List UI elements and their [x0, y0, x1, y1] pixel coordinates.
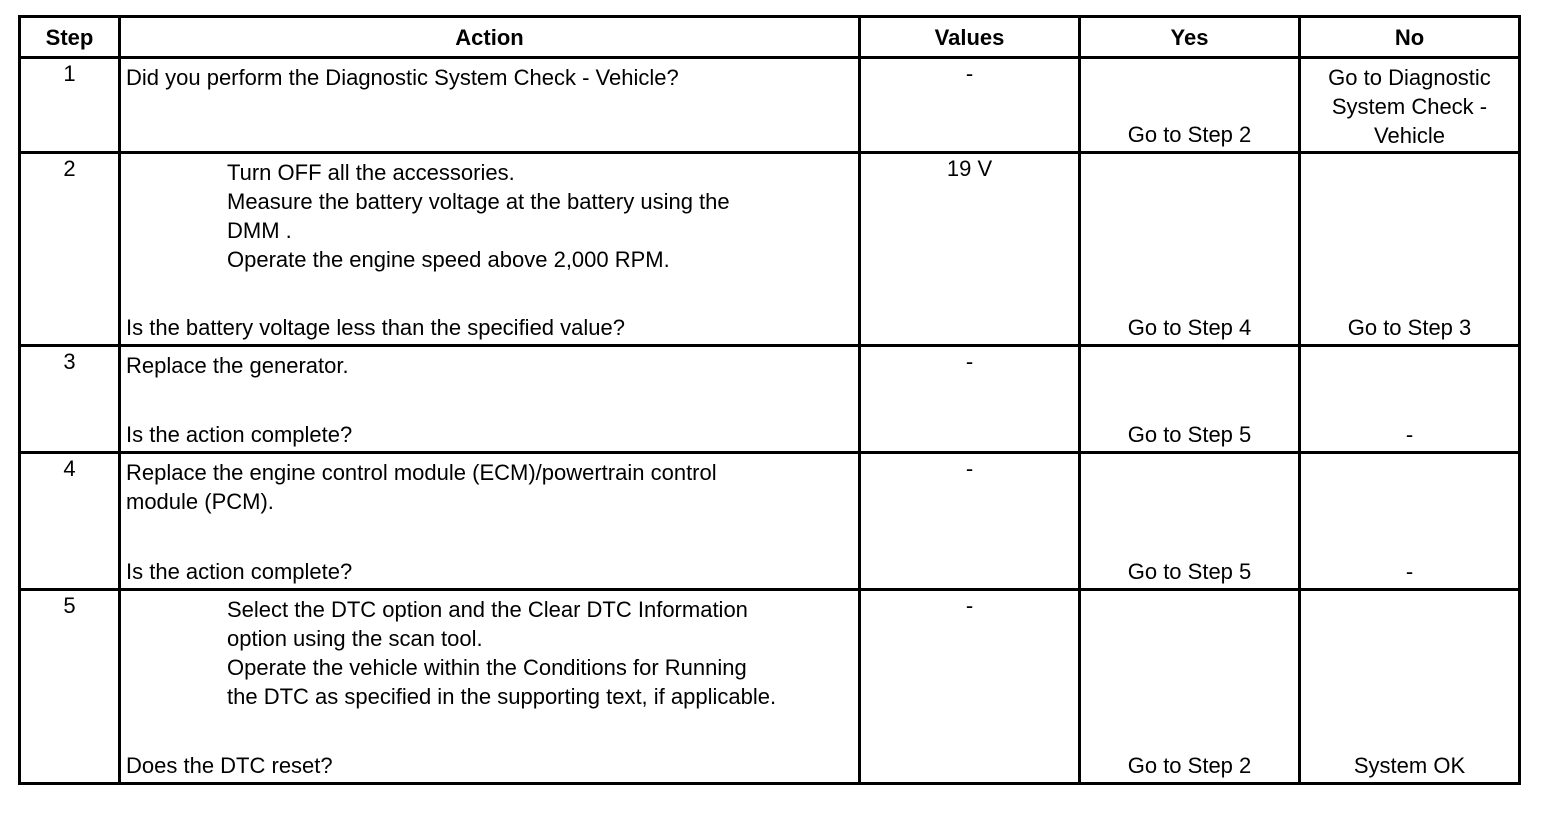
value-cell: - — [860, 58, 1080, 153]
yes-cell — [1080, 153, 1300, 346]
yes-cell — [1080, 346, 1300, 453]
no-cell — [1300, 346, 1520, 453]
no-cell — [1300, 58, 1520, 153]
action-instructions — [126, 351, 853, 380]
yes-result: Go to Step 2 — [1127, 753, 1252, 778]
action-instructions — [126, 595, 853, 711]
no-result — [1301, 63, 1518, 150]
action-question: Is the action complete? — [126, 559, 353, 584]
action-cell — [120, 346, 860, 453]
header-row — [20, 17, 1520, 58]
diagnostic-table — [18, 15, 1521, 785]
action-line: Replace the engine control module (ECM)/powertrain control — [126, 460, 717, 485]
action-question: Is the action complete? — [126, 422, 353, 447]
no-result-line: System Check - — [1331, 94, 1488, 119]
header-yes: Yes — [1080, 17, 1300, 58]
yes-cell — [1080, 590, 1300, 784]
step-number: 4 — [20, 453, 120, 590]
action-cell — [120, 590, 860, 784]
step-number: 3 — [20, 346, 120, 453]
action-line: Operate the vehicle within the Conditions for Running — [227, 655, 747, 680]
action-line: Operate the engine speed above 2,000 RPM. — [227, 247, 670, 272]
action-instructions — [126, 158, 853, 274]
yes-result: Go to Step 4 — [1127, 315, 1252, 340]
action-line: Turn OFF all the accessories. — [227, 160, 515, 185]
action-line: option using the scan tool. — [227, 626, 483, 651]
action-cell — [120, 153, 860, 346]
yes-result: Go to Step 5 — [1127, 559, 1252, 584]
no-result: System OK — [1353, 753, 1466, 778]
action-line: Did you perform the Diagnostic System Check - Vehicle? — [126, 65, 679, 90]
action-cell — [120, 58, 860, 153]
no-cell — [1300, 453, 1520, 590]
action-line: the DTC as specified in the supporting text, if applicable. — [227, 684, 777, 709]
value-cell: - — [860, 453, 1080, 590]
action-line: Measure the battery voltage at the battery using the — [227, 189, 730, 214]
no-cell — [1300, 590, 1520, 784]
yes-result: Go to Step 2 — [1127, 122, 1252, 147]
no-result: - — [1405, 559, 1414, 584]
action-question: Does the DTC reset? — [126, 753, 333, 778]
table-row — [20, 58, 1520, 153]
action-line: Replace the generator. — [126, 353, 349, 378]
yes-cell — [1080, 58, 1300, 153]
step-number: 5 — [20, 590, 120, 784]
value-cell: - — [860, 590, 1080, 784]
header-action: Action — [120, 17, 860, 58]
no-result-line: Go to Diagnostic — [1328, 65, 1491, 90]
action-instructions — [126, 458, 853, 516]
no-cell — [1300, 153, 1520, 346]
yes-cell — [1080, 453, 1300, 590]
yes-result: Go to Step 5 — [1127, 422, 1252, 447]
header-no: No — [1300, 17, 1520, 58]
step-number: 2 — [20, 153, 120, 346]
action-line: Select the DTC option and the Clear DTC Information — [227, 597, 748, 622]
header-step: Step — [20, 17, 120, 58]
action-cell — [120, 453, 860, 590]
table-row — [20, 453, 1520, 590]
no-result-line: Vehicle — [1374, 123, 1445, 148]
table-row — [20, 346, 1520, 453]
value-cell: 19 V — [860, 153, 1080, 346]
table-row — [20, 153, 1520, 346]
value-cell: - — [860, 346, 1080, 453]
no-result: - — [1405, 422, 1414, 447]
action-line: DMM . — [227, 218, 292, 243]
action-instructions — [126, 63, 853, 92]
no-result: Go to Step 3 — [1347, 315, 1472, 340]
action-question: Is the battery voltage less than the specified value? — [126, 315, 625, 340]
table-row — [20, 590, 1520, 784]
header-values: Values — [860, 17, 1080, 58]
step-number: 1 — [20, 58, 120, 153]
action-line: module (PCM). — [126, 489, 274, 514]
